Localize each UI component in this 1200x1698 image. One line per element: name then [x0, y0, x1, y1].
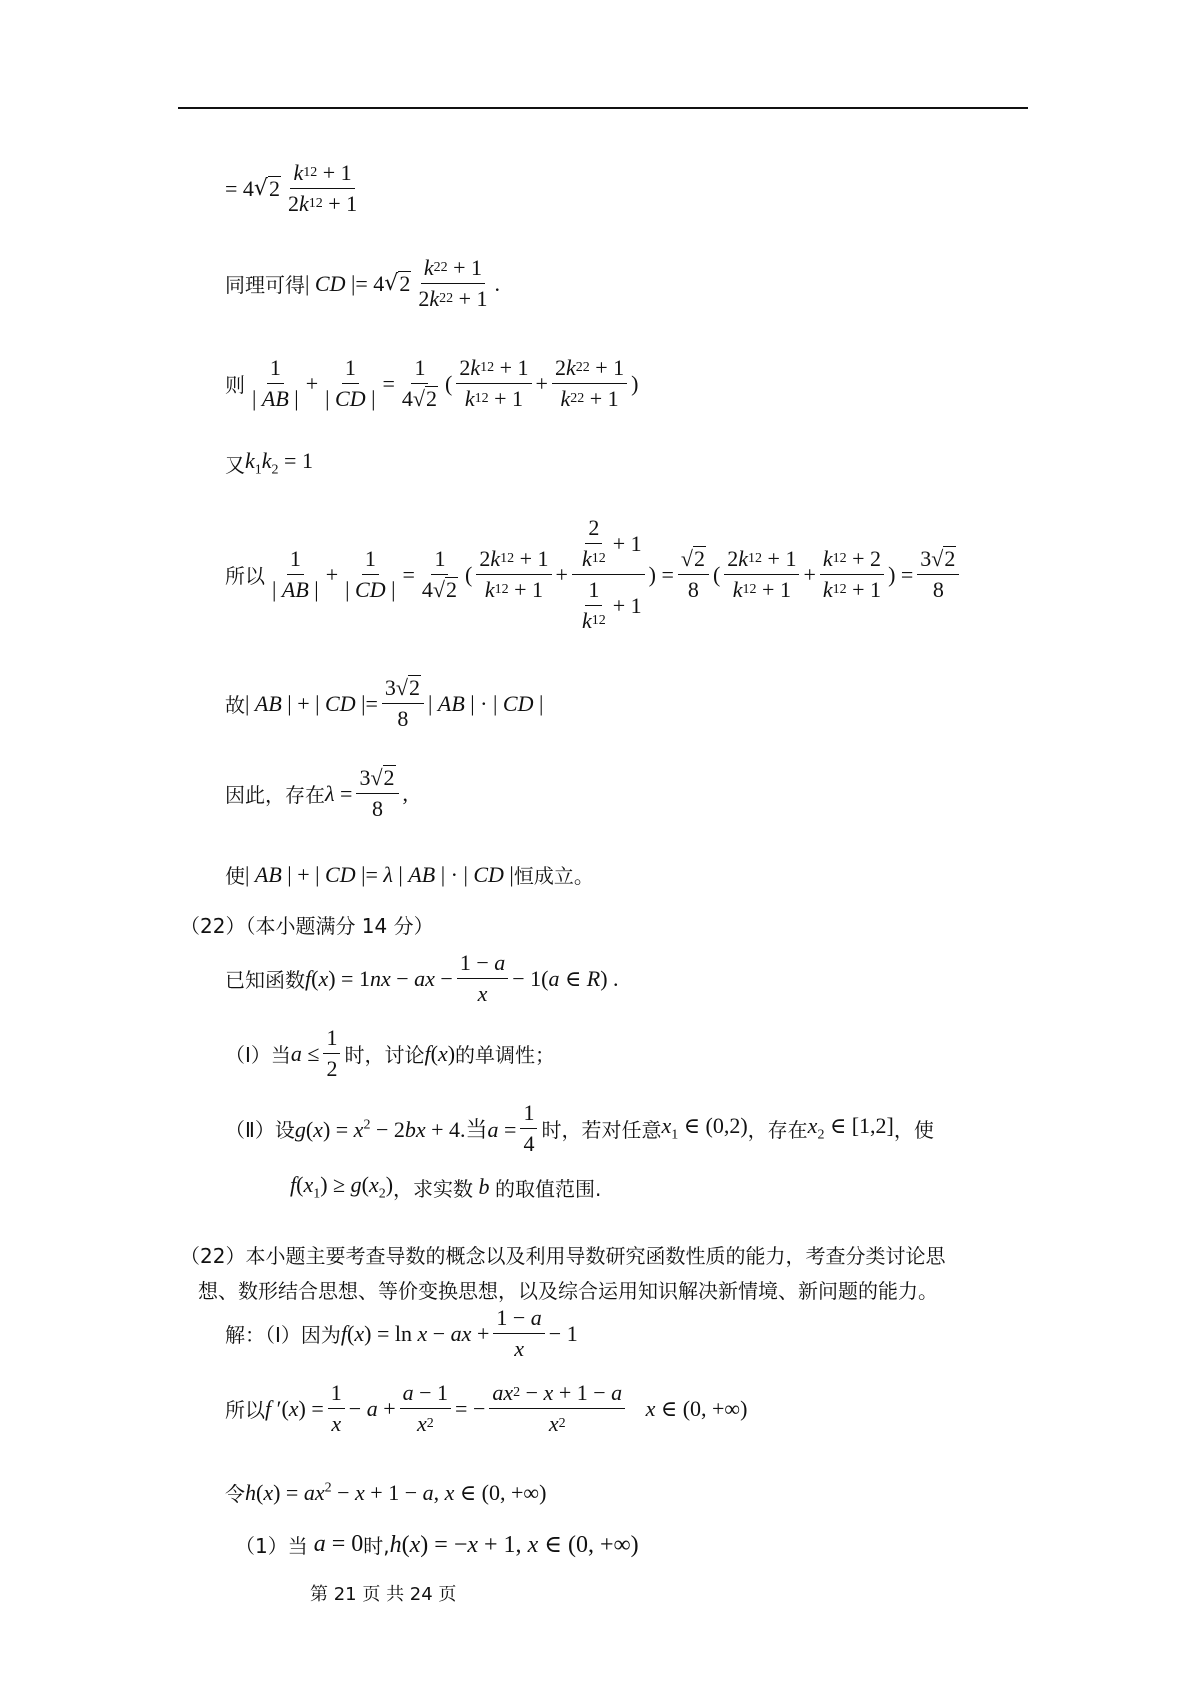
text-jie: 解：（Ⅰ）因为	[225, 1323, 341, 1347]
text-p2-c: ，存在	[747, 1118, 808, 1142]
problem-22-part2: （Ⅱ）设 $g(x) = x^2 - 2bx + 4$.当a = $\frac{1}{4}$ 时，若对任意 $x_1$ ∈ (0,2) ，存在 $x_2$ ∈ [1,2] ，使	[225, 1100, 934, 1156]
text-yinci: 因此，存在	[225, 783, 325, 807]
formula-ab-length: = 4 √ 2 k 1 2 + 1 2 k 1 2 + 1	[225, 160, 358, 216]
text-you: 又	[225, 452, 245, 477]
text-suoyi-2: 所以	[225, 1398, 265, 1422]
problem-22-part2-cont: $f(x_1) \ge g(x_2)$ ，求实数 b 的取值范围.	[290, 1172, 602, 1202]
text-ze: 则	[225, 373, 245, 397]
text-p1-a: （Ⅰ）当	[225, 1043, 291, 1067]
solution-case1: （1）当 a = 0 时, h(x) = −x + 1, x ∈ (0, +∞)	[235, 1531, 639, 1558]
formula-lambda: 因此，存在 λ = 3 √ 2 8 ,	[225, 765, 409, 821]
text-p2-a: （Ⅱ）设	[225, 1118, 295, 1142]
formula-conclusion: 使 | AB | + | CD |= λ | AB | · | CD | 恒成立。	[225, 861, 594, 888]
header-rule	[178, 107, 1028, 109]
solution-intro-1: （22）本小题主要考查导数的概念以及利用导数研究函数性质的能力，考查分类讨论思	[180, 1244, 946, 1268]
text-suoyi: 所以	[225, 564, 265, 588]
text-p2-e: ，求实数	[393, 1176, 474, 1201]
text-hengchengli: 恒成立。	[513, 864, 594, 888]
page-footer: 第 21 页 共 24 页	[310, 1584, 457, 1605]
text-case1: （1）当	[235, 1534, 308, 1558]
problem-22-function: 已知函数 f(x) = 1nx − ax − 1 − a x − 1(a ∈ R) .	[225, 950, 619, 1006]
formula-result-sum: 所以 1 | AB | + 1 | CD | = 1 4 √ 2 ( 2 k 1 2 + 1 k 1 2 + 1 + 2 k 1 2 + 1 1 k 1 2 + 1 ) = √ 2 8 ( 2 k 1 2 + 1 k 1 2 + 1 + k 1 2 + 2 k 1 2 + 1 ) = 3 √ 2 8	[225, 515, 963, 634]
solution-f: 解：（Ⅰ）因为 f(x) = ln x − ax + 1 − a x − 1	[225, 1305, 578, 1361]
text-p2-d: ，使	[893, 1118, 934, 1142]
text-gu: 故	[225, 693, 245, 717]
text-p2-f: 的取值范围.	[495, 1176, 602, 1201]
problem-22-header: （22）（本小题满分 14 分）	[180, 914, 434, 938]
text-p2-b: 时，若对任意	[541, 1118, 662, 1142]
formula-cd-length: 同理可得 | CD |= 4 √ 2 k 2 2 + 1 2 k 2 2 + 1 .	[225, 255, 500, 311]
formula-reciprocal-sum: 则 1 | AB | + 1 | CD | = 1 4 √ 2 ( 2 k 1 2 + 1 k 1 2 + 1 + 2 k 2 2 + 1 k 2 2 + 1 )	[225, 355, 639, 411]
text-p1-c: 的单调性；	[455, 1043, 556, 1067]
text-tongli: 同理可得	[225, 273, 305, 297]
solution-intro-2: 想、数形结合思想、等价变换思想，以及综合运用知识解决新情境、新问题的能力。	[198, 1279, 938, 1303]
text-p1-b: 时，讨论	[344, 1043, 425, 1067]
text-shi: 使	[225, 864, 245, 888]
text-case1-b: 时,	[363, 1534, 390, 1558]
solution-h: 令 $h(x) = ax^2 - x + 1 - a$, x ∈ (0, +∞)	[225, 1479, 547, 1506]
text-yizhi: 已知函数	[225, 968, 305, 992]
solution-fprime: 所以 f ′(x) = $\frac{1}{x}$ − a + a − 1 x 2 = − ax 2 − x + 1 − a x 2 x ∈ (0, +∞)	[225, 1380, 748, 1436]
problem-22-part1: （Ⅰ）当 a ≤ $\frac{1}{2}$ 时，讨论 f(x) 的单调性；	[225, 1025, 556, 1081]
text-ling: 令	[225, 1482, 245, 1506]
formula-k1k2: 又 $k_1k_2 = 1$	[225, 448, 313, 478]
formula-gu: 故 | AB | + | CD |= 3 √ 2 8 | AB | · | CD |	[225, 675, 544, 731]
